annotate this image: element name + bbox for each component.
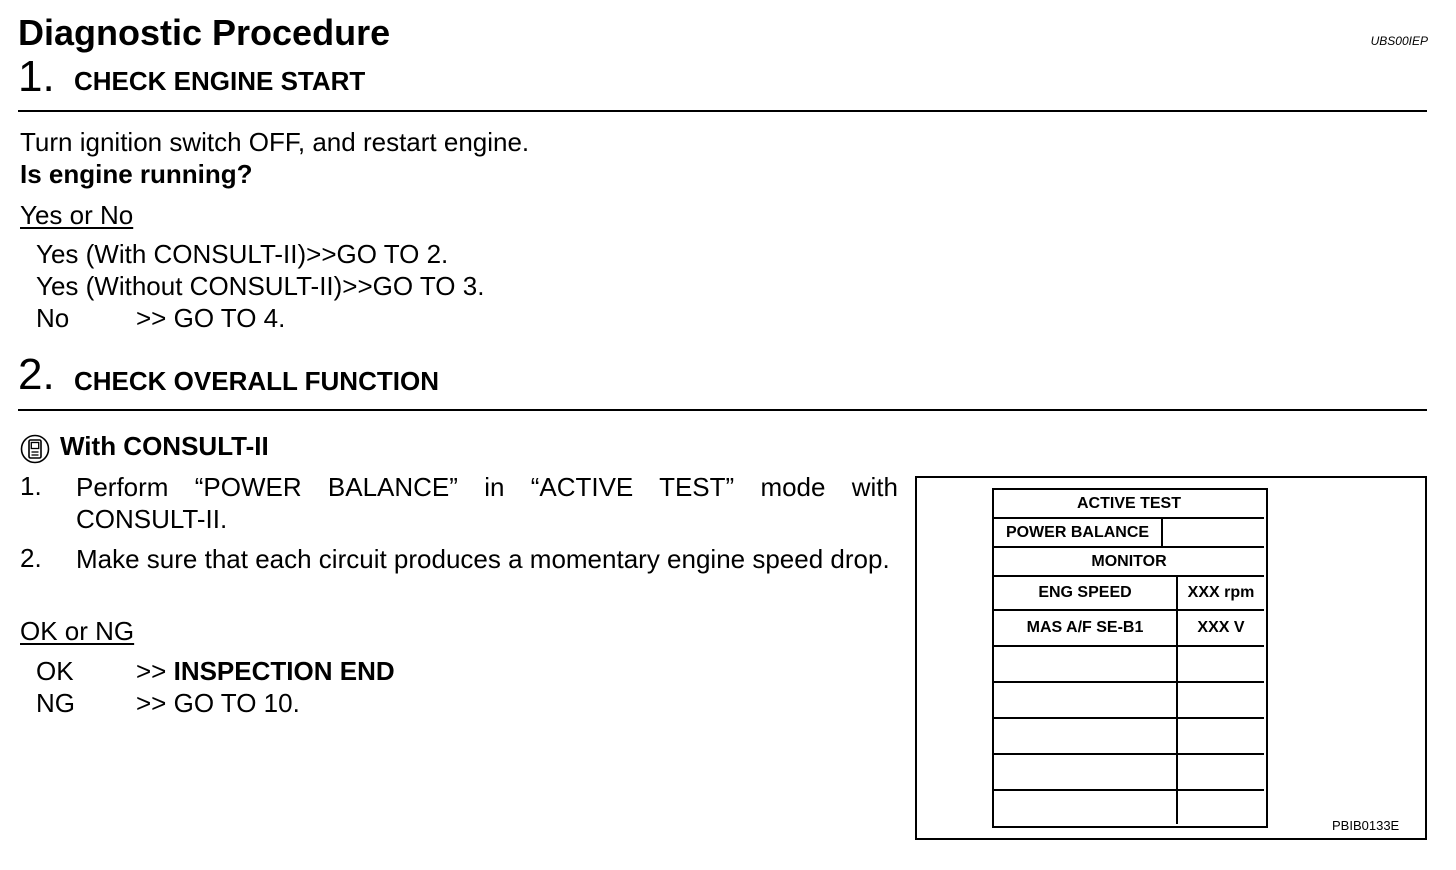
- procedure-item-text: Make sure that each circuit produces a momentary engine speed drop.: [76, 544, 890, 574]
- screen-divider: [994, 789, 1264, 791]
- screen-monitor-label: MONITOR: [1091, 552, 1167, 570]
- goto-text: GO TO 10.: [173, 688, 300, 718]
- consult-heading: With CONSULT-II: [60, 431, 269, 461]
- step-1-instruction: Turn ignition switch OFF, and restart engine.: [20, 127, 530, 157]
- screen-divider: [994, 681, 1264, 683]
- screen-monitor-value: XXX V: [1197, 619, 1245, 636]
- procedure-item-text: Perform “POWER BALANCE” in “ACTIVE TEST” mode with CONSULT-II.: [76, 472, 898, 534]
- step-2-number: 2.: [18, 350, 55, 399]
- screen-header: ACTIVE TEST: [1076, 494, 1181, 512]
- screen-divider: [994, 717, 1264, 719]
- step-2-answer-ok-label: OK: [36, 656, 74, 686]
- inspection-end-text: INSPECTION END: [173, 656, 395, 686]
- step-2-answer-ng-label: NG: [36, 688, 75, 718]
- step-2-divider: [18, 409, 1427, 411]
- screen-test-item: POWER BALANCE: [1005, 523, 1150, 541]
- screen-monitor-item: MAS A/F SE-B1: [1026, 619, 1144, 636]
- step-1-divider: [18, 110, 1427, 112]
- step-1-title: CHECK ENGINE START: [74, 66, 366, 96]
- screen-divider: [994, 753, 1264, 755]
- answer-arrow: >>: [136, 688, 174, 718]
- screen-monitor-value: XXX rpm: [1187, 584, 1255, 601]
- step-1-answer-yes-no-consult: Yes (Without CONSULT-II)>>GO TO 3.: [36, 271, 485, 301]
- procedure-item-number: 1.: [20, 471, 42, 501]
- step-1-question: Is engine running?: [20, 159, 253, 189]
- step-2-answer-header: OK or NG: [20, 616, 135, 646]
- page-title: Diagnostic Procedure: [18, 12, 391, 53]
- step-1-answer-no-action: >> GO TO 4.: [136, 303, 286, 333]
- step-1-answer-yes-consult: Yes (With CONSULT-II)>>GO TO 2.: [36, 239, 449, 269]
- step-2-answer-ng-action: [136, 687, 300, 719]
- step-2-answer-ok-action: [136, 655, 395, 687]
- figure-code: PBIB0133E: [1332, 818, 1400, 833]
- step-1-answer-no-label: No: [36, 303, 70, 333]
- screen-column-divider: [1161, 519, 1163, 547]
- step-1-number: 1.: [18, 52, 55, 101]
- screen-divider: [994, 645, 1264, 647]
- procedure-item-number: 2.: [20, 543, 42, 573]
- step-1-answer-header: Yes or No: [20, 200, 134, 230]
- step-2-title: CHECK OVERALL FUNCTION: [74, 366, 439, 396]
- screen-monitor-item: ENG SPEED: [1038, 584, 1132, 601]
- consult-tester-icon: [20, 434, 50, 464]
- doc-code: UBS00IEP: [1370, 34, 1428, 48]
- answer-arrow: >>: [136, 656, 174, 686]
